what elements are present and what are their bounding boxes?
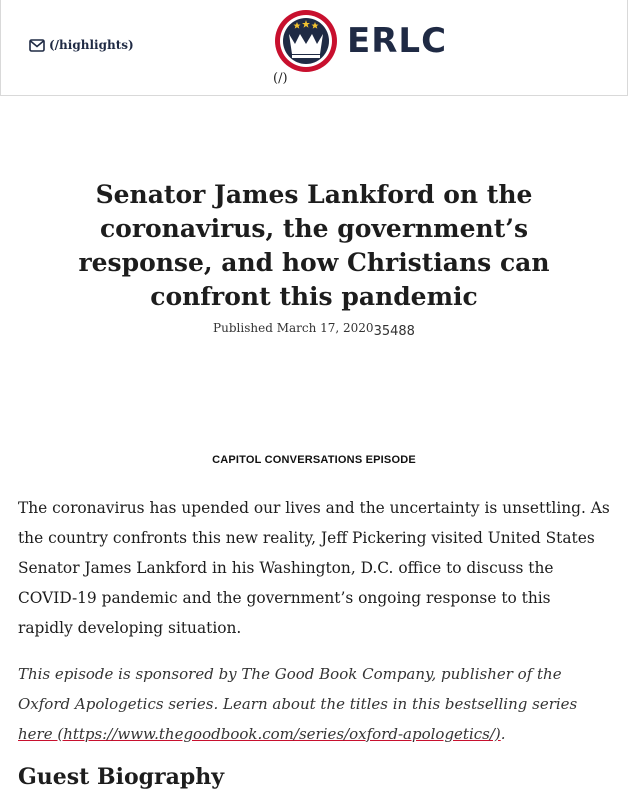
erlc-crown-logo-icon [273, 8, 339, 74]
sponsor-paragraph [18, 659, 610, 749]
sponsor-end: . [500, 725, 506, 743]
published-line [0, 321, 628, 339]
intro-paragraph: The coronavirus has upended our lives and the uncertainty is unsettling. As the country confronts this new reality, Jeff Pickering visited United States Senator James Lankford in his Washington, D.C. office to discuss the COVID-19 pandemic and the government’s ongoing response to this rapidly developing situation. [18, 499, 610, 637]
highlights-label: (/highlights) [49, 38, 134, 52]
site-header [0, 0, 628, 96]
episode-label: CAPITOL CONVERSATIONS EPISODE [212, 454, 416, 466]
highlights-link[interactable] [29, 38, 134, 52]
article-title: Senator James Lankford on the coronavirus, the government’s response, and how Christians can confront this pandemic [78, 180, 550, 311]
home-link[interactable]: (/) [273, 71, 288, 86]
published-date: Published March 17, 2020 [213, 321, 374, 335]
guest-biography-heading: Guest Biography [18, 764, 225, 790]
mail-icon [29, 39, 45, 52]
logo-text: ERLC [347, 21, 448, 61]
sponsor-link[interactable]: here (https://www.thegoodbook.com/series/oxford-apologetics/) [18, 725, 501, 743]
sponsor-text: This episode is sponsored by The Good Book Company, publisher of the Oxford Apologetics series. Learn about the titles in this bestselling series [18, 665, 578, 713]
view-count: 35488 [373, 324, 415, 339]
erlc-logo[interactable] [273, 8, 447, 74]
